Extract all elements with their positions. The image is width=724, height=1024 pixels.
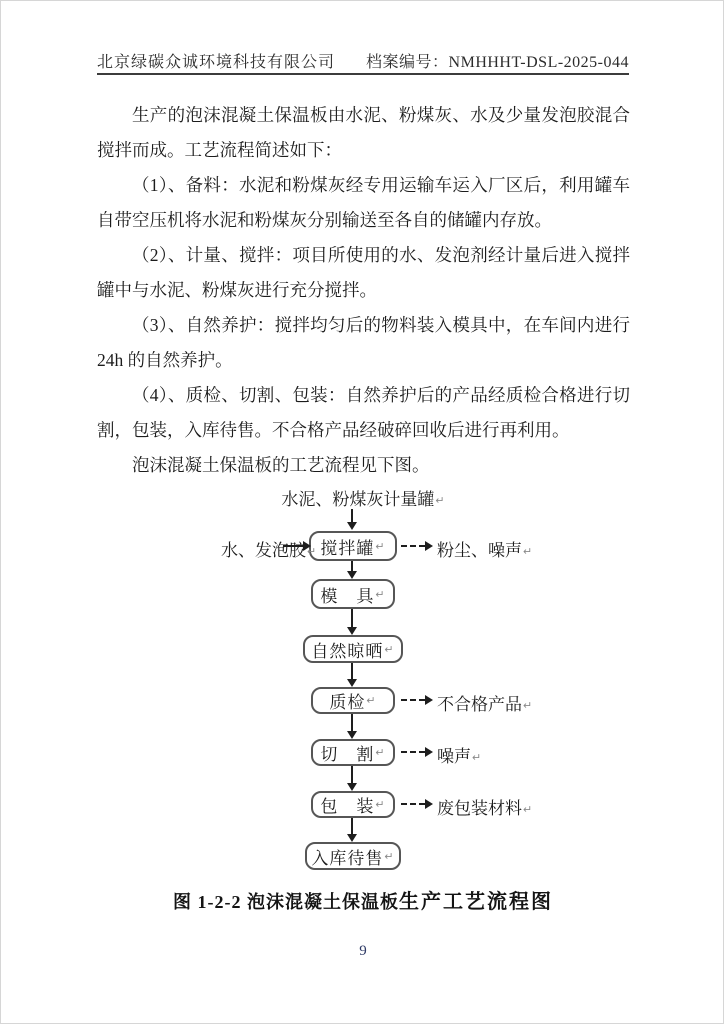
archive-value: NMHHHT-DSL-2025-044 [448,54,629,71]
company-name: 北京绿碳众诚环境科技有限公司 [97,54,336,71]
flow-arrow-down [351,609,353,627]
archive-label: 档案编号： [366,54,449,71]
page-header [97,49,629,72]
body-paragraph: （3）、自然养护：搅拌均匀后的物料装入模具中，在车间内进行 24h 的自然养护。 [97,315,630,370]
emission-arrow-dashed [401,751,425,753]
process-flowchart [1,481,724,881]
body-paragraph: （2）、计量、搅拌：项目所使用的水、发泡剂经计量后进入搅拌罐中与水泥、粉煤灰进行充分搅拌。 [97,245,630,300]
flow-arrow-down [351,818,353,834]
flow-arrow-down [351,509,353,522]
emission-label [437,536,532,561]
flow-node-cutting [311,739,395,766]
flow-node-label: 包 装 [320,797,375,816]
emission-arrow-dashed [401,545,425,547]
flow-node-label: 搅拌罐 [320,538,375,558]
body-paragraph: 生产的泡沫混凝土保温板由水泥、粉煤灰、水及少量发泡胶混合搅拌而成。工艺流程简述如下： [97,105,630,160]
flow-node-label: 自然晾晒 [311,641,384,661]
flow-node-packaging [311,791,395,818]
figure-caption-number: 图 1-2-2 泡沫混凝土保温板 [173,892,399,912]
body-paragraph: 泡沫混凝土保温板的工艺流程见下图。 [132,455,430,475]
flow-arrow-right-solid [283,545,303,547]
return-mark-icon: ↵ [375,540,386,553]
return-mark-icon: ↵ [384,643,395,656]
flow-source-label [1,485,724,510]
return-mark-icon: ↵ [523,700,533,712]
flow-source-text: 水泥、粉煤灰计量罐 [281,490,435,509]
body-paragraph: （1）、备料：水泥和粉煤灰经专用运输车运入厂区后，利用罐车自带空压机将水泥和粉煤灰分别输送至各自的储罐内存放。 [97,175,630,230]
emission-label [437,742,481,767]
flow-input-text: 水、发泡胶 [221,541,306,560]
flow-arrow-down [351,561,353,571]
return-mark-icon: ↵ [523,804,533,816]
return-mark-icon: ↵ [435,495,445,507]
flow-input-label [221,536,316,561]
archive-number [366,49,629,72]
emission-arrow-dashed [401,699,425,701]
return-mark-icon: ↵ [523,546,533,558]
flow-arrow-down [351,663,353,679]
return-mark-icon: ↵ [307,546,317,558]
emission-arrow-dashed [401,803,425,805]
flow-node-label: 切 割 [320,745,375,764]
header-rule [97,73,629,75]
flow-node-label: 质检 [329,693,366,712]
emission-text: 不合格产品 [437,695,522,714]
emission-text: 粉尘、噪声 [437,541,522,560]
flow-node-label: 入库待售 [311,848,384,868]
flow-node-natural-drying [303,635,403,663]
figure-caption-title: 生产工艺流程图 [399,891,553,913]
flow-node-mold [311,579,395,609]
page-number: 9 [359,943,367,959]
flow-arrow-down [351,714,353,731]
figure-caption [1,885,724,914]
return-mark-icon: ↵ [366,695,377,707]
return-mark-icon: ↵ [375,747,386,759]
return-mark-icon: ↵ [384,850,395,863]
emission-label [437,794,532,819]
body-text [97,98,630,483]
emission-label [437,690,532,715]
flow-arrow-down [351,766,353,783]
flow-node-storage [305,842,401,870]
flow-node-label: 模 具 [320,586,375,606]
flow-node-quality-check [311,687,395,714]
return-mark-icon: ↵ [472,752,482,764]
return-mark-icon: ↵ [375,799,386,811]
body-paragraph: （4）、质检、切割、包装：自然养护后的产品经质检合格进行切割，包装，入库待售。不合格产品经破碎回收后进行再利用。 [97,385,630,440]
flow-node-mixing-tank [309,531,397,561]
return-mark-icon: ↵ [375,588,386,601]
emission-text: 废包装材料 [437,799,522,818]
emission-text: 噪声 [437,747,471,766]
